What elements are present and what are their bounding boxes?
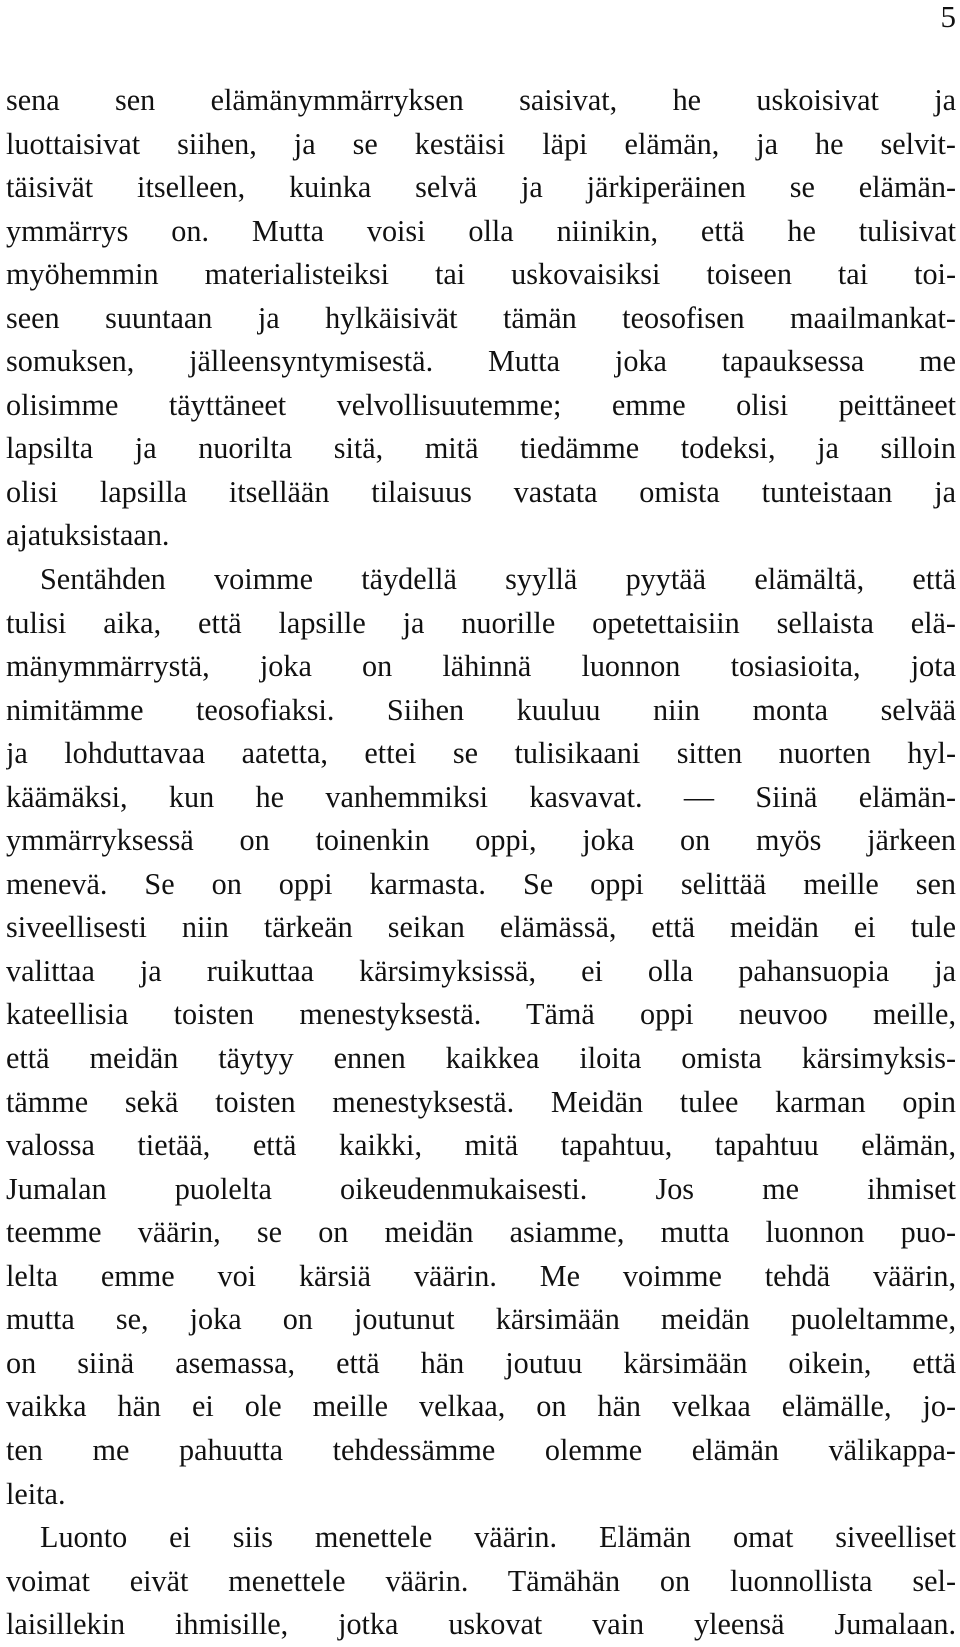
text-line: olisimme täyttäneet velvollisuutemme; emme olisi peittäneet (6, 387, 956, 422)
text-line: voimat eivät menettele väärin. Tämähän on luonnollista sel- (6, 1563, 956, 1598)
text-line: Jumalan puolelta oikeudenmukaisesti. Jos me ihmiset (6, 1171, 956, 1206)
text-line: kateellisia toisten menestyksestä. Tämä oppi neuvoo meille, (6, 997, 956, 1032)
text-line: lapsilta ja nuorilta sitä, mitä tiedämme todeksi, ja silloin (6, 431, 956, 466)
text-line: ymmärryksessä on toinenkin oppi, joka on myös järkeen (6, 823, 956, 858)
text-line: olisi lapsilla itsellään tilaisuus vastata omista tunteistaan ja (6, 474, 956, 509)
text-line: vaikka hän ei ole meille velkaa, on hän velkaa elämälle, jo- (6, 1389, 956, 1424)
text-line: mutta se, joka on joutunut kärsimään meidän puoleltamme, (6, 1302, 956, 1337)
text-line: on siinä asemassa, että hän joutuu kärsimään oikein, että (6, 1345, 956, 1380)
text-line: myöhemmin materialisteiksi tai uskovaisiksi toiseen tai toi- (6, 257, 956, 292)
text-line: Sentähden voimme täydellä syyllä pyytää elämältä, että (40, 562, 956, 597)
text-line: ymmärrys on. Mutta voisi olla niinikin, että he tulisivat (6, 213, 956, 248)
text-line: leita. (6, 1476, 66, 1511)
text-line: ajatuksistaan. (6, 518, 170, 553)
text-line: tämme sekä toisten menestyksestä. Meidän tulee karman opin (6, 1084, 956, 1119)
text-line: valossa tietää, että kaikki, mitä tapahtuu, tapahtuu elämän, (6, 1128, 956, 1163)
text-line: lelta emme voi kärsiä väärin. Me voimme tehdä väärin, (6, 1258, 956, 1293)
text-line: menevä. Se on oppi karmasta. Se oppi selittää meille sen (6, 866, 956, 901)
text-line: nimitämme teosofiaksi. Siihen kuuluu niin monta selvää (6, 692, 956, 727)
text-line: somuksen, jälleensyntymisestä. Mutta joka tapauksessa me (6, 344, 956, 379)
text-line: tulisi aika, että lapsille ja nuorille opetettaisiin sellaista elä- (6, 605, 956, 640)
text-line: käämäksi, kun he vanhemmiksi kasvavat. — Siinä elämän- (6, 779, 956, 814)
text-line: että meidän täytyy ennen kaikkea iloita omista kärsimyksis- (6, 1041, 956, 1076)
body-text (6, 79, 956, 1647)
text-line: laisillekin ihmisille, jotka uskovat vain yleensä Jumalaan. (6, 1607, 956, 1642)
text-line: valittaa ja ruikuttaa kärsimyksissä, ei olla pahansuopia ja (6, 953, 956, 988)
text-line: luottaisivat siihen, ja se kestäisi läpi elämän, ja he selvit- (6, 126, 956, 161)
text-line: mänymmärrystä, joka on lähinnä luonnon tosiasioita, jota (6, 649, 956, 684)
text-line: teemme väärin, se on meidän asiamme, mutta luonnon puo- (6, 1215, 956, 1250)
text-line: täisivät itselleen, kuinka selvä ja järkiperäinen se elämän- (6, 170, 956, 205)
text-line: seen suuntaan ja hylkäisivät tämän teosofisen maailmankat- (6, 300, 956, 335)
text-line: ja lohduttavaa aatetta, ettei se tulisikaani sitten nuorten hyl- (6, 736, 956, 771)
text-line: siveellisesti niin tärkeän seikan elämässä, että meidän ei tule (6, 910, 956, 945)
text-line: sena sen elämänymmärryksen saisivat, he uskoisivat ja (6, 83, 956, 117)
text-line: ten me pahuutta tehdessämme olemme elämän välikappa- (6, 1432, 956, 1467)
page-number: 5 (940, 0, 956, 34)
text-line: Luonto ei siis menettele väärin. Elämän omat siveelliset (40, 1520, 956, 1555)
